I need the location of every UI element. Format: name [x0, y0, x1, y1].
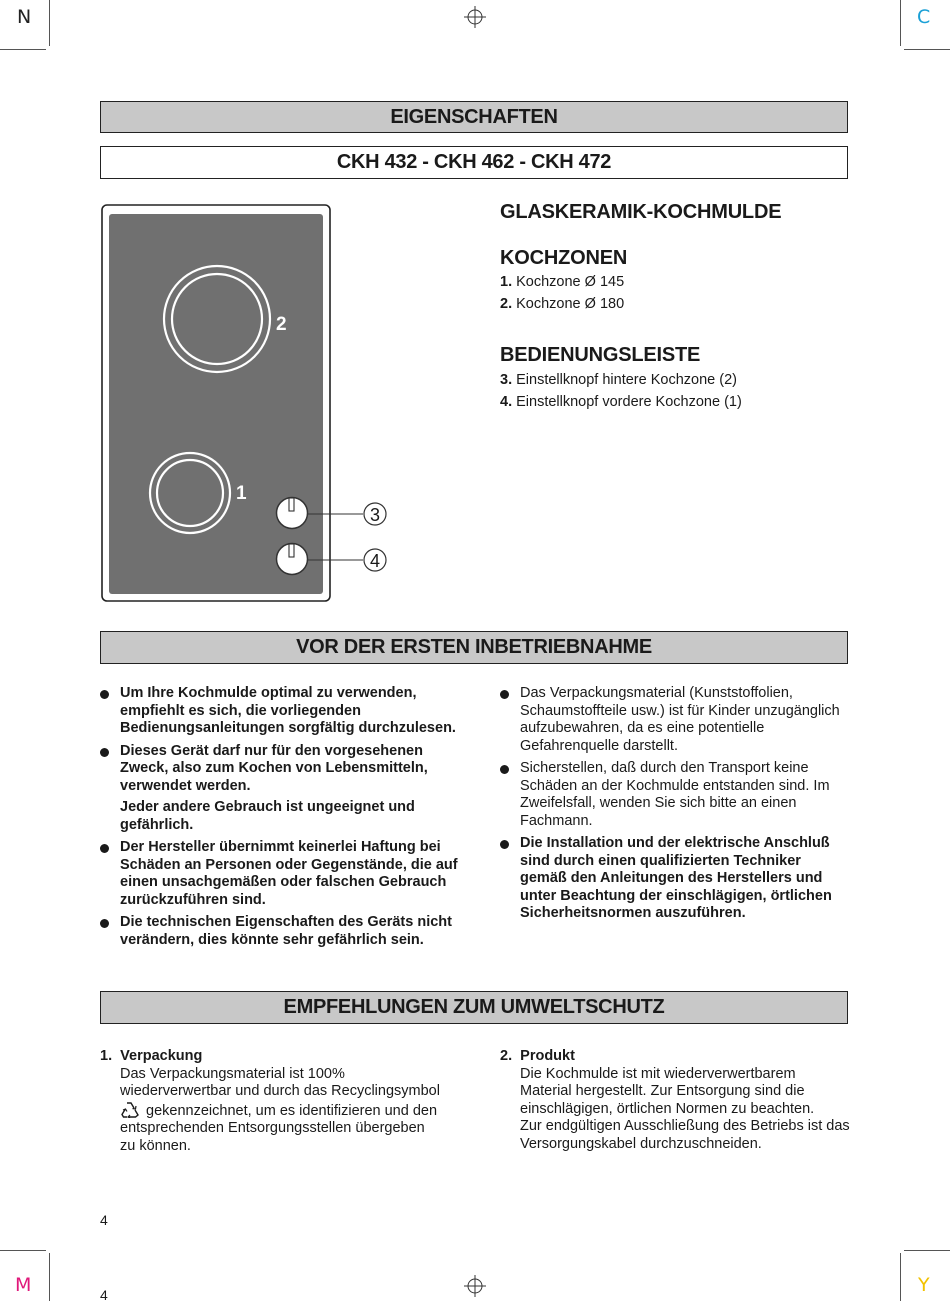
cmyk-mark-m: M — [15, 1274, 32, 1296]
env-item-product — [500, 1048, 850, 1153]
list-item-continuation: Jeder andere Gebrauch ist ungeeignet und gefährlich. — [120, 799, 415, 833]
bullet-icon — [500, 690, 509, 699]
list-item: Das Verpackungsmaterial (Kunststoffolien, Schaumstoffteile usw.) ist für Kinder unzugänglich aufzubewahren, da es eine potentielle Gefahrenquelle darstellt. — [500, 685, 840, 755]
list-item: Die Installation und der elektrische Anschluß sind durch einen qualifizierten Techniker gemäß den Anleitungen des Herstellers und unter Beachtung der einschlägigen, örtlichen Sicherheitsnormen auszuführen. — [500, 835, 840, 923]
controls-title: BEDIENUNGSLEISTE — [500, 344, 701, 366]
crop-mark — [904, 49, 950, 50]
env-item-text: Zur endgültigen Ausschließung des Betriebs ist das Versorgungskabel durchzuschneiden. — [520, 1118, 850, 1152]
knob-3 — [277, 498, 308, 529]
registration-mark-icon — [463, 1274, 487, 1298]
section-header-before-use — [100, 631, 848, 664]
list-item: Dieses Gerät darf nur für den vorgesehenen Zweck, also zum Kochen von Lebensmitteln, verwendet werden. — [100, 743, 460, 796]
knob-3-label: 3 — [369, 505, 381, 525]
bullet-icon — [100, 690, 109, 699]
page-number: 4 — [100, 1212, 108, 1228]
crop-mark — [904, 1250, 950, 1251]
list-item: Um Ihre Kochmulde optimal zu verwenden, empfiehlt es sich, die vorliegenden Bedienungsanleitungen sorgfältig durchzulesen. — [100, 685, 460, 738]
section-title: EIGENSCHAFTEN — [390, 105, 558, 128]
page-number-margin: 4 — [100, 1287, 108, 1303]
env-item-heading: 1. Verpackung — [100, 1048, 203, 1064]
control-item-4: 4. Einstellknopf vordere Kochzone (1) — [500, 394, 742, 410]
bullet-icon — [100, 844, 109, 853]
cmyk-mark-y: Y — [918, 1274, 930, 1296]
section-header-environment — [100, 991, 848, 1024]
hob-diagram — [100, 203, 400, 603]
knob-4-label: 4 — [369, 551, 381, 571]
knob-4 — [277, 544, 308, 575]
section-title: VOR DER ERSTEN INBETRIEBNAHME — [296, 636, 652, 658]
bullet-icon — [100, 748, 109, 757]
env-item-packaging — [100, 1048, 440, 1155]
crop-mark — [0, 49, 46, 50]
list-item: Sicherstellen, daß durch den Transport keine Schäden an der Kochmulde entstanden sind. Im Zweifelsfall, wenden Sie sich bitte an einen Fachmann. — [500, 760, 840, 830]
zones-title: KOCHZONEN — [500, 247, 628, 269]
zone-item-1: 1. Kochzone Ø 145 — [500, 274, 625, 290]
bullet-icon — [500, 765, 509, 774]
model-header — [100, 146, 848, 179]
before-use-left-column — [100, 685, 460, 954]
zone-1-label: 1 — [236, 483, 247, 504]
glass-surface — [109, 214, 323, 594]
section-title: EMPFEHLUNGEN ZUM UMWELTSCHUTZ — [283, 996, 665, 1018]
recycling-icon — [120, 1101, 142, 1118]
crop-mark — [0, 1250, 46, 1251]
product-title: GLASKERAMIK-KOCHMULDE — [500, 201, 782, 223]
crop-mark — [900, 0, 901, 46]
crop-mark — [49, 0, 50, 46]
zone-item-2: 2. Kochzone Ø 180 — [500, 296, 625, 312]
registration-mark-icon — [463, 5, 487, 29]
before-use-right-column — [500, 685, 840, 928]
control-item-3: 3. Einstellknopf hintere Kochzone (2) — [500, 372, 737, 388]
env-item-text: Das Verpackungsmaterial ist 100% wiederverwertbar und durch das Recyclingsymbol gekennzeichnet, um es identifizieren und den entsprechenden Entsorgungsstellen übergeben zu können. — [120, 1065, 440, 1154]
bullet-icon — [100, 919, 109, 928]
env-item-heading: 2. Produkt — [500, 1048, 575, 1064]
cmyk-mark-n: N — [17, 6, 32, 28]
list-item: Die technischen Eigenschaften des Geräts nicht verändern, dies könnte sehr gefährlich sein. — [100, 914, 460, 949]
model-numbers: CKH 432 - CKH 462 - CKH 472 — [336, 151, 612, 173]
cmyk-mark-c: C — [917, 6, 931, 28]
bullet-icon — [500, 840, 509, 849]
section-header-eigenschaften — [100, 101, 848, 133]
crop-mark — [900, 1253, 901, 1301]
zone-2-label: 2 — [276, 314, 287, 335]
list-item: Der Hersteller übernimmt keinerlei Haftung bei Schäden an Personen oder Gegenstände, die auf einen unsachgemäßen oder falschen Gebrauch zurückzuführen sind. — [100, 839, 460, 909]
env-item-text: Die Kochmulde ist mit wiederverwertbarem Material hergestellt. Zur Entsorgung sind die einschlägigen, örtlichen Normen zu beachten. — [520, 1065, 815, 1117]
crop-mark — [49, 1253, 50, 1301]
